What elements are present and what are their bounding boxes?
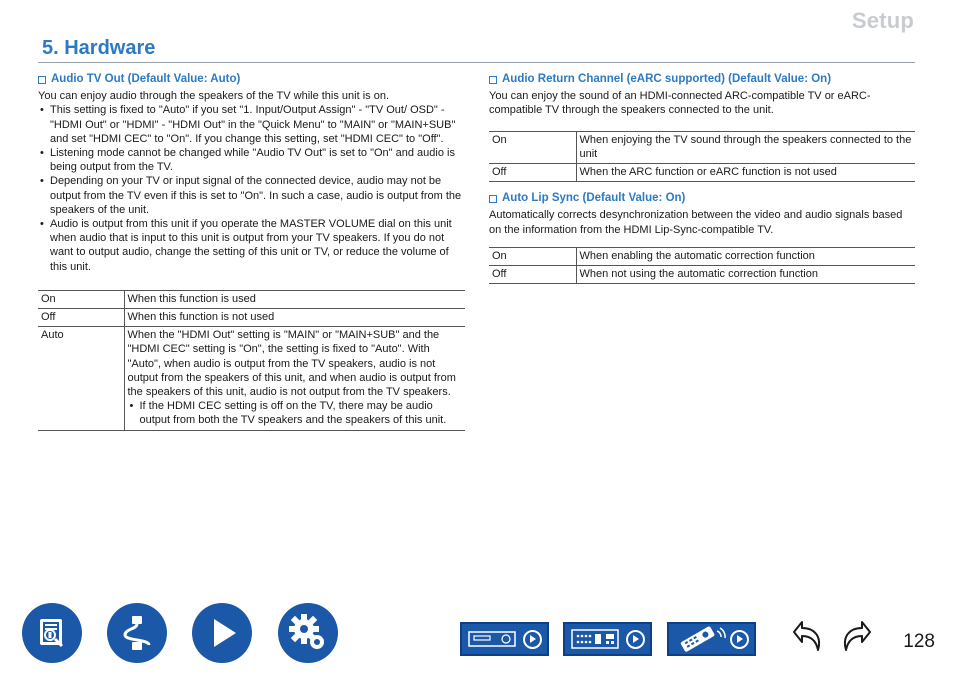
table-row xyxy=(489,247,915,265)
connections-cable-icon xyxy=(115,611,159,655)
setup-category-title: Setup xyxy=(851,8,914,33)
left-column xyxy=(38,72,465,431)
option-note-list xyxy=(128,399,463,427)
audio-tv-out-notes xyxy=(38,103,465,273)
lip-sync-heading xyxy=(489,191,915,205)
audio-tv-out-heading xyxy=(38,72,465,86)
setup-gear-icon xyxy=(284,609,332,657)
audio-tv-out-table xyxy=(38,290,465,431)
go-arrow-icon xyxy=(523,630,542,649)
rear-panel-icon xyxy=(571,628,621,650)
go-arrow-icon xyxy=(626,630,645,649)
option-key: On xyxy=(38,290,124,308)
option-desc: When enjoying the TV sound through the speakers connected to the unit xyxy=(576,131,915,163)
note-item: • Listening mode cannot be changed while "Audio TV Out" is set to "On" and audio is being output from the TV. xyxy=(38,146,465,174)
note-item: • This setting is fixed to "Auto" if you set "1. Input/Output Assign" - "TV Out/ OSD" - "HDMI Out" or "HDMI" - "HDMI Out" in the "Quick Menu" to "MAIN" or "MAIN+SUB" and set "HDMI CEC" to "On". If you change this setting, set "HDMI CEC" to "Off". xyxy=(38,103,465,146)
table-row xyxy=(489,164,915,182)
note-item: • Depending on your TV or input signal of the connected device, audio may not be output from the TV even if this is set to "On". In such a case, audio is output from the speakers of the unit. xyxy=(38,174,465,217)
connections-button[interactable] xyxy=(107,603,167,663)
option-desc: When enabling the automatic correction function xyxy=(576,247,915,265)
remote-control-icon xyxy=(675,626,729,652)
option-desc: When this function is not used xyxy=(124,309,465,327)
setup-button[interactable] xyxy=(278,603,338,663)
option-key: Auto xyxy=(38,327,124,430)
lip-sync-intro: Automatically corrects desynchronization between the video and audio signals based on the information from the HDMI Lip-Sync-compatible TV. xyxy=(489,209,903,236)
option-desc: When the "HDMI Out" setting is "MAIN" or "MAIN+SUB" and the "HDMI CEC" setting is "On", the setting is fixed to "Auto". With "Auto", when audio is output from the TV speakers, audio is not output from the speakers of this unit, and when audio is output from the speakers of this unit, audio is not output from the TV speakers. xyxy=(127,329,456,399)
back-arrow-icon[interactable] xyxy=(786,618,826,654)
option-desc: When this function is used xyxy=(124,290,465,308)
manual-contents-icon xyxy=(30,611,74,655)
table-row xyxy=(38,290,465,308)
option-note: • If the HDMI CEC setting is off on the TV, there may be audio output from both the TV speakers and the speakers of this unit. xyxy=(128,399,463,427)
earc-intro: You can enjoy the sound of an HDMI-connected ARC-compatible TV or eARC-compatible TV through the speakers connected to the unit. xyxy=(489,90,871,117)
checkbox-bullet-icon xyxy=(38,76,46,84)
option-key: Off xyxy=(489,266,576,284)
right-column xyxy=(489,72,915,284)
rear-panel-button[interactable] xyxy=(563,622,652,656)
forward-arrow-icon[interactable] xyxy=(838,618,878,654)
table-row xyxy=(38,327,465,430)
option-key: On xyxy=(489,247,576,265)
audio-tv-out-intro: You can enjoy audio through the speakers of the TV while this unit is on. xyxy=(38,90,390,103)
audio-tv-out-heading-text: Audio TV Out (Default Value: Auto) xyxy=(51,73,241,85)
table-row xyxy=(489,131,915,163)
checkbox-bullet-icon xyxy=(489,76,497,84)
option-key: Off xyxy=(489,164,576,182)
go-arrow-icon xyxy=(730,630,749,649)
playback-icon xyxy=(200,611,244,655)
option-key: On xyxy=(489,131,576,163)
page-title: 5. Hardware xyxy=(42,37,156,59)
manual-contents-button[interactable] xyxy=(22,603,82,663)
lip-sync-table xyxy=(489,247,915,284)
earc-table xyxy=(489,131,915,183)
table-row xyxy=(38,309,465,327)
front-panel-button[interactable] xyxy=(460,622,549,656)
earc-heading-text: Audio Return Channel (eARC supported) (Default Value: On) xyxy=(502,73,832,85)
option-desc: When the ARC function or eARC function is not used xyxy=(576,164,915,182)
option-desc-cell xyxy=(124,327,465,430)
title-divider xyxy=(38,62,915,63)
checkbox-bullet-icon xyxy=(489,195,497,203)
remote-control-button[interactable] xyxy=(667,622,756,656)
option-desc: When not using the automatic correction function xyxy=(576,266,915,284)
note-item: • Audio is output from this unit if you operate the MASTER VOLUME dial on this unit when audio that is input to this unit is output from your TV speakers. If you do not want to output audio, change the setting of this unit or TV, or reduce the volume of this unit. xyxy=(38,217,465,274)
page-number: 128 xyxy=(903,631,935,652)
table-row xyxy=(489,266,915,284)
front-panel-icon xyxy=(468,629,518,649)
playback-button[interactable] xyxy=(192,603,252,663)
earc-heading xyxy=(489,72,915,86)
option-key: Off xyxy=(38,309,124,327)
lip-sync-heading-text: Auto Lip Sync (Default Value: On) xyxy=(502,192,686,205)
